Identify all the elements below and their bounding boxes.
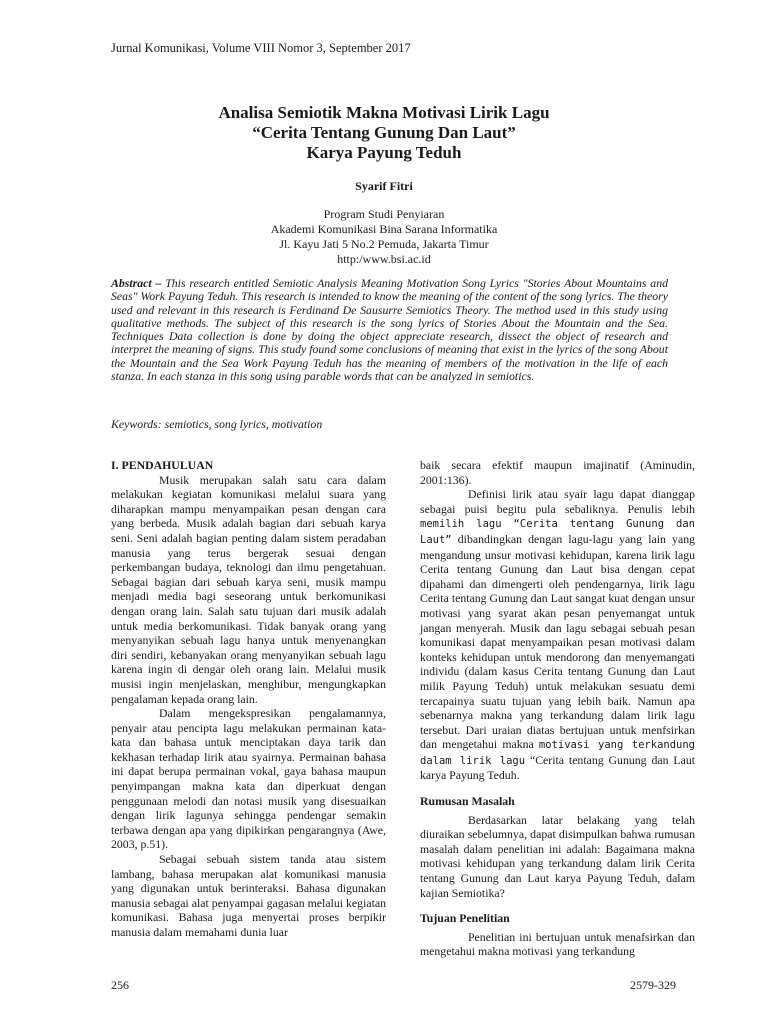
abstract: [111, 277, 668, 383]
section-heading-tujuan: Tujuan Penelitian: [420, 911, 510, 926]
paragraph: Penelitian ini bertujuan untuk menafsirkan dan mengetahui makna motivasi yang terkandung: [420, 929, 695, 959]
text-run-mono: memilih lagu “Cerita tentang Gunung dan Laut”: [420, 518, 695, 546]
title-line-2: “Cerita Tentang Gunung Dan Laut”: [252, 123, 516, 142]
title-line-1: Analisa Semiotik Makna Motivasi Lirik Lagu: [218, 103, 550, 122]
issn: 2579-329: [630, 978, 676, 992]
section-heading-pendahuluan: I. PENDAHULUAN: [111, 458, 214, 472]
text-run-mono: motivasi yang terkandung dalam lirik lagu: [420, 739, 696, 767]
right-column: [420, 458, 695, 959]
affiliation-line: Akademi Komunikasi Bina Sarana Informatika: [270, 222, 498, 236]
text-run: “Cerita tentang Gunung dan Laut karya Payung Teduh.: [420, 752, 695, 783]
text-run: dibandingkan dengan lagu-lagu yang lain yang mengandung unsur motivasi kehidupan, karena lirik lagu Cerita tentang Gunung dan Laut bisa dengan cepat dipahami dan dimengerti oleh pendengarnya, lirik lagu Cerita tentang Gunung dan Laut sangat kuat dengan unsur motivasi yang syarat akan pesan penyemangat untuk jangan menyerah. Musik dan lagu sebagai sebuah pesan komunikasi dapat menyampaikan pesan motivasi dalam konteks kehidupan untuk mendorong dan menyemangati individu (dalam kasus Cerita tentang Gunung dan Laut milik Payung Teduh) untuk melakukan sesuatu demi tercapainya suatu tujuan yang lebih baik. Namun apa sebenarnya makna yang terkandung dalam lirik lagu tersebut. Dari uraian diatas bertujuan untuk menfsirkan dan mengetahui makna: [420, 531, 695, 752]
running-header: Jurnal Komunikasi, Volume VIII Nomor 3, September 2017: [111, 41, 411, 55]
page-number: 256: [111, 978, 129, 992]
paper-title: [0, 103, 768, 163]
affiliation: [0, 207, 768, 267]
section-heading-rumusan: Rumusan Masalah: [420, 794, 515, 809]
affiliation-line: Jl. Kayu Jati 5 No.2 Pemuda, Jakarta Timur: [279, 237, 489, 251]
paragraph: Sebagai sebuah sistem tanda atau sistem lambang, bahasa merupakan alat komunikasi manusia yang digunakan untuk berinteraksi. Bahasa digunakan manusia sebagai alat penyampai gagasan melalui kegiatan komunikasi. Bahasa juga menyertai proses berpikir manusia dalam memahami dunia luar: [111, 852, 386, 939]
left-column: [111, 458, 386, 940]
affiliation-url: http:/www.bsi.ac.id: [337, 252, 431, 266]
title-line-3: Karya Payung Teduh: [306, 143, 462, 162]
text-run: Definisi lirik atau syair lagu dapat dianggap sebagai puisi begitu pula sebaliknya. Penulis lebih: [420, 487, 695, 516]
paragraph-definisi: [420, 487, 695, 783]
affiliation-line: Program Studi Penyiaran: [323, 207, 445, 221]
keywords: Keywords: semiotics, song lyrics, motivation: [111, 417, 323, 431]
paragraph: baik secara efektif maupun imajinatif (Aminudin, 2001:136).: [420, 458, 695, 487]
abstract-label: Abstract –: [111, 276, 162, 290]
paragraph: Dalam mengekspresikan pengalamannya, penyair atau pencipta lagu melakukan permainan kata-kata dan bahasa untuk menciptakan daya tarik dan kekhasan terhadap lirik atau syairnya. Permainan bahasa ini dapat berupa permainan vokal, gaya bahasa maupun penyimpangan makna kata dan diperkuat dengan penggunaan melodi dan notasi musik yang disesuaikan dengan lirik lagunya sehingga pendengar semakin terbawa dengan apa yang dipikirkan pengarangnya (Awe, 2003, p.51).: [111, 706, 386, 852]
abstract-text: This research entitled Semiotic Analysis Meaning Motivation Song Lyrics "Stories About Mountains and Seas" Work Payung Teduh. This research is intended to know the meaning of the content of the song lyrics. The theory used and relevant in this research is Ferdinand De Sausurre Semiotics Theory. The method used in this study using qualitative methods. The subject of this research is the song lyrics of Stories About the Mountain and the Sea. Techniques Data collection is done by doing the object appreciate research, dissect the object of research and interpret the meaning of signs. This study found some conclusions of meaning that exist in the lyrics of the song About the Mountain and the Sea Work Payung Teduh has the meaning of members of the motivation in the life of each stanza. In each stanza in this song using parable words that can be analyzed in semiotics.: [111, 276, 668, 384]
author-name: Syarif Fitri: [355, 179, 413, 193]
paragraph: Musik merupakan salah satu cara dalam melakukan kegiatan komunikasi melalui suara yang diharapkan mampu menyampaikan pesan dengan cara yang berbeda. Musik adalah bagian dari sebuah karya seni. Seni adalah bagian penting dalam sistem peradaban manusia yang terus bergerak sesuai dengan perkembangan budaya, teknologi dan ilmu pengetahuan. Sebagai bagian dari sebuah karya seni, musik mampu menjadi media bagi seseorang untuk berkomunikasi dengan orang lain. Salah satu tujuan dari musik adalah untuk media berkomunikasi. Tidak banyak orang yang menyanyikan sebuah lagu hanya untuk menyenangkan diri sendiri, kebanyakan orang menyanyikan sebuah lagu karena ingin di dengar oleh orang lain. Melalui musik musisi ingin menjelaskan, menghibur, mengungkapkan pengalaman kepada orang lain.: [111, 472, 386, 706]
paragraph: Berdasarkan latar belakang yang telah diuraikan sebelumnya, dapat disimpulkan bahwa rumusan masalah dalam penelitian ini adalah: Bagaimana makna motivasi kehidupan yang terkandung dalam lirik Cerita tentang Gunung dan Laut karya Payung Teduh, dalam kajian Semiotika?: [420, 812, 695, 900]
